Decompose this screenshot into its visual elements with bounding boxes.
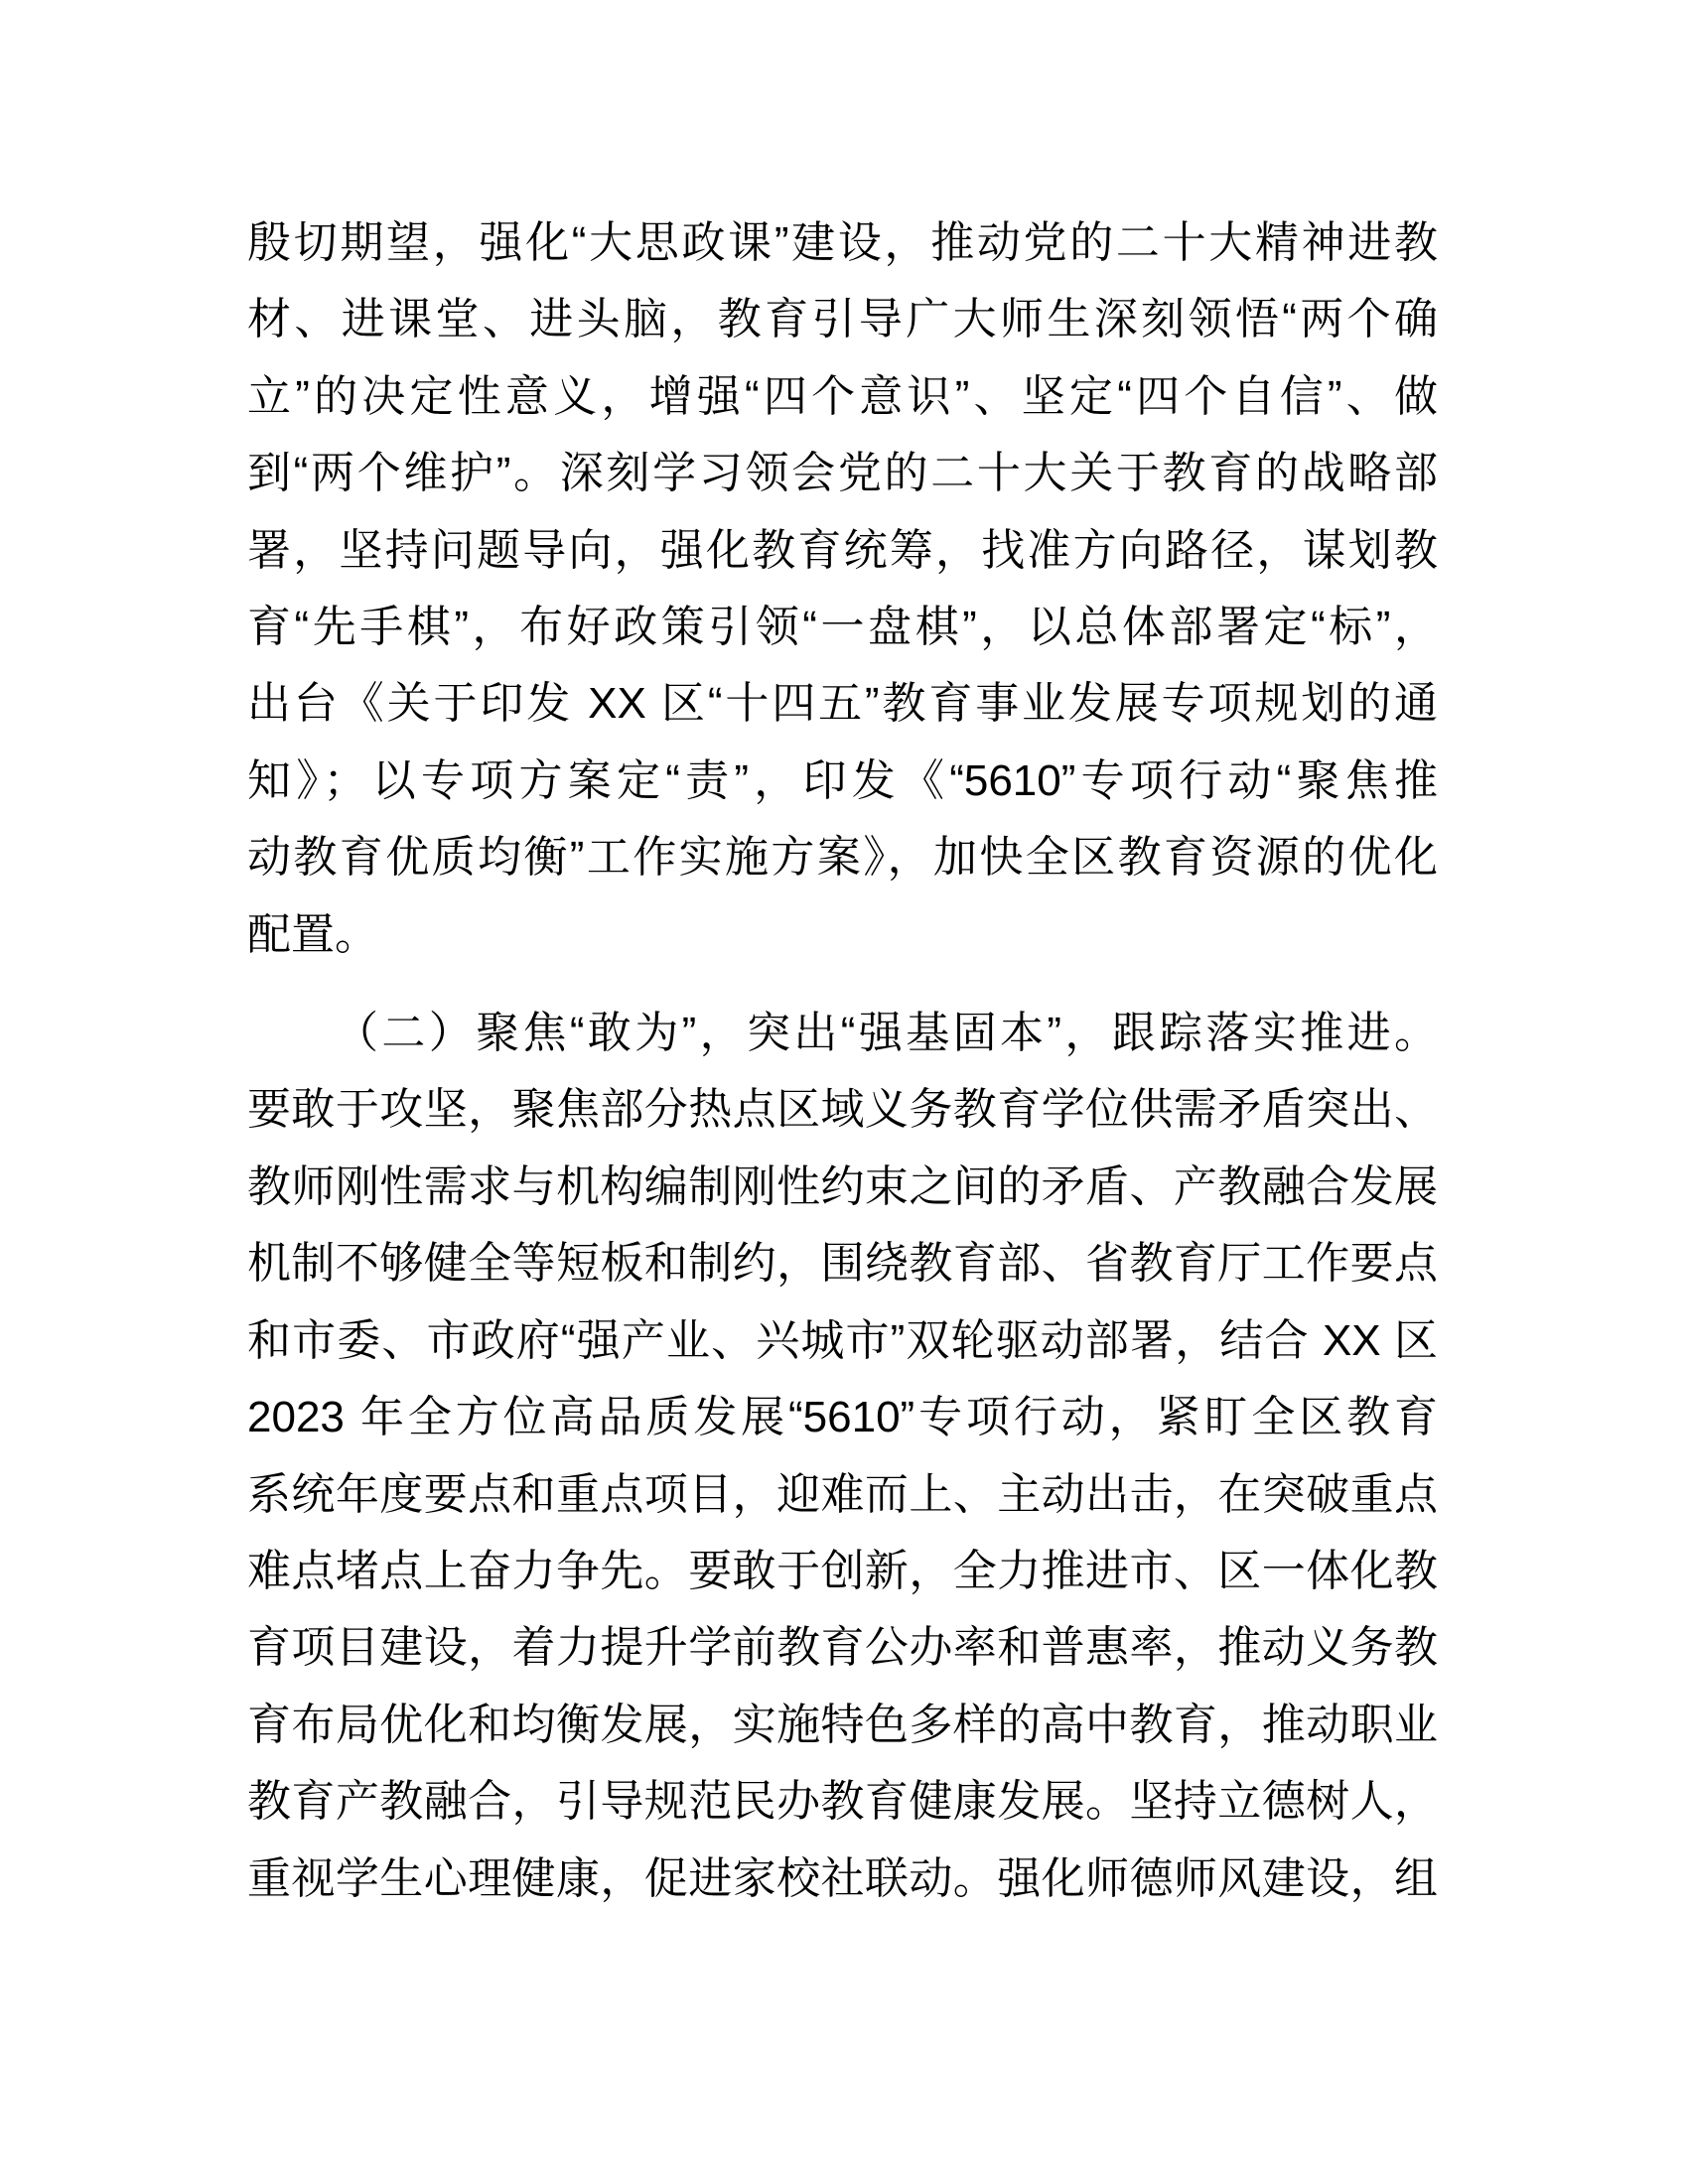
text-line: 到“两个维护”。深刻学习领会党的二十大关于教育的战略部 bbox=[247, 449, 1438, 498]
text-line: 教育产教融合，引导规范民办教育健康发展。坚持立德树人， bbox=[247, 1777, 1438, 1827]
text-line: 知》；以专项方案定“责”，印发《“5610”专项行动“聚焦推 bbox=[247, 755, 1438, 805]
text-line: （二）聚焦“敢为”，突出“强基固本”，跟踪落实推进。 bbox=[335, 1009, 1438, 1058]
text-line: 育布局优化和均衡发展，实施特色多样的高中教育，推动职业 bbox=[247, 1700, 1438, 1749]
text-line: 署，坚持问题导向，强化教育统筹，找准方向路径，谋划教 bbox=[247, 525, 1438, 575]
text-line: 立”的决定性意义，增强“四个意识”、坚定“四个自信”、做 bbox=[247, 371, 1438, 421]
text-line: 要敢于攻坚，聚焦部分热点区域义务教育学位供需矛盾突出、 bbox=[247, 1085, 1438, 1135]
text-line: 系统年度要点和重点项目，迎难而上、主动出击，在突破重点 bbox=[247, 1469, 1438, 1519]
text-line: 重视学生心理健康，促进家校社联动。强化师德师风建设，组 bbox=[247, 1853, 1438, 1903]
text-line: 动教育优质均衡”工作实施方案》，加快全区教育资源的优化 bbox=[247, 833, 1438, 883]
text-line: 殷切期望，强化“大思政课”建设，推动党的二十大精神进教 bbox=[247, 218, 1438, 267]
paragraph bbox=[247, 205, 1438, 973]
text-line: 和市委、市政府“强产业、兴城市”双轮驱动部署，结合 XX 区 bbox=[247, 1315, 1438, 1365]
paragraph bbox=[247, 995, 1438, 1917]
text-line: 难点堵点上奋力争先。要敢于创新，全力推进市、区一体化教 bbox=[247, 1546, 1438, 1595]
text-line: 育“先手棋”，布好政策引领“一盘棋”，以总体部署定“标”， bbox=[247, 603, 1438, 652]
text-line: 2023 年全方位高品质发展“5610”专项行动，紧盯全区教育 bbox=[247, 1393, 1438, 1442]
text-line: 育项目建设，着力提升学前教育公办率和普惠率，推动义务教 bbox=[247, 1623, 1438, 1673]
document-body bbox=[247, 205, 1438, 1917]
text-line: 机制不够健全等短板和制约，围绕教育部、省教育厅工作要点 bbox=[247, 1239, 1438, 1289]
text-line: 出台《关于印发 XX 区“十四五”教育事业发展专项规划的通 bbox=[247, 679, 1438, 729]
text-line: 材、进课堂、进头脑，教育引导广大师生深刻领悟“两个确 bbox=[247, 295, 1438, 344]
text-line: 教师刚性需求与机构编制刚性约束之间的矛盾、产教融合发展 bbox=[247, 1161, 1438, 1211]
text-line: 配置。 bbox=[247, 909, 378, 959]
